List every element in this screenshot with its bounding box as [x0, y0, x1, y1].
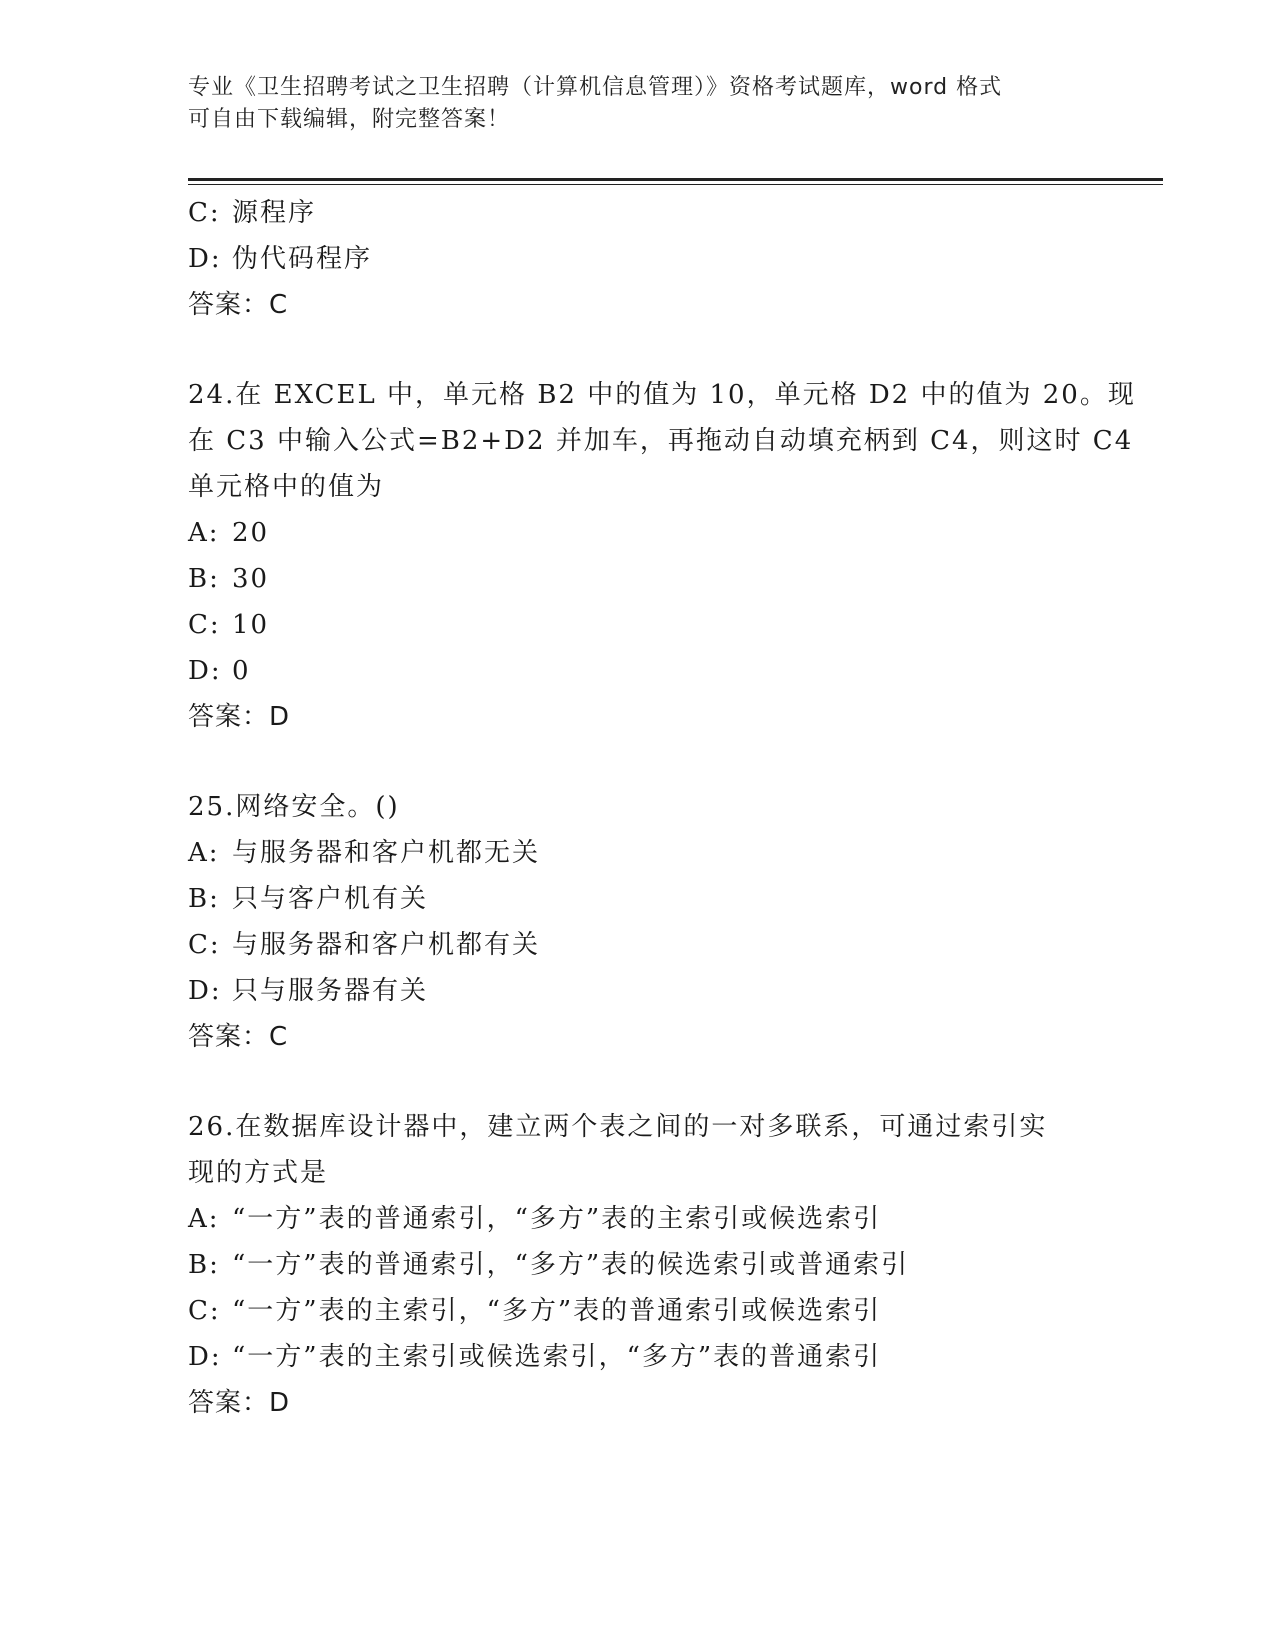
option-text: 0: [232, 656, 251, 686]
option-label: A:: [188, 1204, 220, 1234]
option-label: A:: [188, 518, 220, 548]
question-text-line: 24.在 EXCEL 中，单元格 B2 中的值为 10，单元格 D2 中的值为 20。现: [188, 380, 1136, 410]
option-label: D:: [188, 1342, 222, 1372]
option-text: 10: [232, 610, 270, 640]
question-content: [188, 190, 1136, 1426]
document-header: [188, 72, 1088, 136]
question-26: [188, 1104, 1088, 1426]
answer-line: 答案：C: [188, 1022, 289, 1052]
question-text-line: 现的方式是: [188, 1158, 329, 1188]
option-d: [188, 1334, 1088, 1380]
option-d: [188, 236, 1088, 282]
option-c: [188, 602, 1088, 648]
option-label: C:: [188, 930, 221, 960]
question-25: [188, 784, 1088, 1060]
option-text: 伪代码程序: [232, 244, 373, 274]
option-label: D:: [188, 244, 222, 274]
question-text-line: 26.在数据库设计器中，建立两个表之间的一对多联系，可通过索引实: [188, 1112, 1048, 1142]
option-text: “一方”表的主索引或候选索引，“多方”表的普通索引: [232, 1342, 882, 1372]
question-text-line: 25.网络安全。(): [188, 792, 400, 822]
answer-line: 答案：C: [188, 290, 289, 320]
question-text-line: 在 C3 中输入公式=B2+D2 并加车，再拖动自动填充柄到 C4，则这时 C4: [188, 426, 1134, 456]
option-d: [188, 968, 1088, 1014]
question-partial: [188, 190, 1088, 328]
option-text: 与服务器和客户机都有关: [232, 930, 541, 960]
option-label: A:: [188, 838, 220, 868]
option-text: 只与客户机有关: [232, 884, 429, 914]
option-a: [188, 1196, 1088, 1242]
option-b: [188, 556, 1088, 602]
option-label: C:: [188, 610, 221, 640]
option-label: B:: [188, 884, 220, 914]
question-24: [188, 372, 1136, 740]
option-a: [188, 830, 1088, 876]
option-text: “一方”表的普通索引，“多方”表的主索引或候选索引: [232, 1204, 882, 1234]
option-b: [188, 876, 1088, 922]
answer-line: 答案：D: [188, 702, 291, 732]
option-text: 源程序: [232, 198, 317, 228]
option-text: “一方”表的主索引，“多方”表的普通索引或候选索引: [232, 1296, 882, 1326]
option-label: C:: [188, 1296, 221, 1326]
option-text: “一方”表的普通索引，“多方”表的候选索引或普通索引: [232, 1250, 910, 1280]
option-label: D:: [188, 976, 222, 1006]
option-d: [188, 648, 1088, 694]
option-a: [188, 510, 1088, 556]
option-label: B:: [188, 1250, 220, 1280]
header-divider-thick: [188, 178, 1163, 181]
option-c: [188, 1288, 1088, 1334]
answer-line: 答案：D: [188, 1388, 291, 1418]
header-line-1: 专业《卫生招聘考试之卫生招聘（计算机信息管理）》资格考试题库，word 格式: [188, 75, 1003, 100]
option-c: [188, 190, 1088, 236]
option-text: 30: [232, 564, 270, 594]
option-text: 与服务器和客户机都无关: [232, 838, 541, 868]
question-text-line: 单元格中的值为: [188, 472, 385, 502]
option-label: D:: [188, 656, 222, 686]
option-c: [188, 922, 1088, 968]
option-b: [188, 1242, 1088, 1288]
option-label: B:: [188, 564, 220, 594]
header-line-2: 可自由下载编辑，附完整答案！: [188, 107, 511, 132]
option-text: 只与服务器有关: [232, 976, 429, 1006]
option-text: 20: [232, 518, 270, 548]
header-divider-thin: [188, 184, 1163, 185]
option-label: C:: [188, 198, 221, 228]
